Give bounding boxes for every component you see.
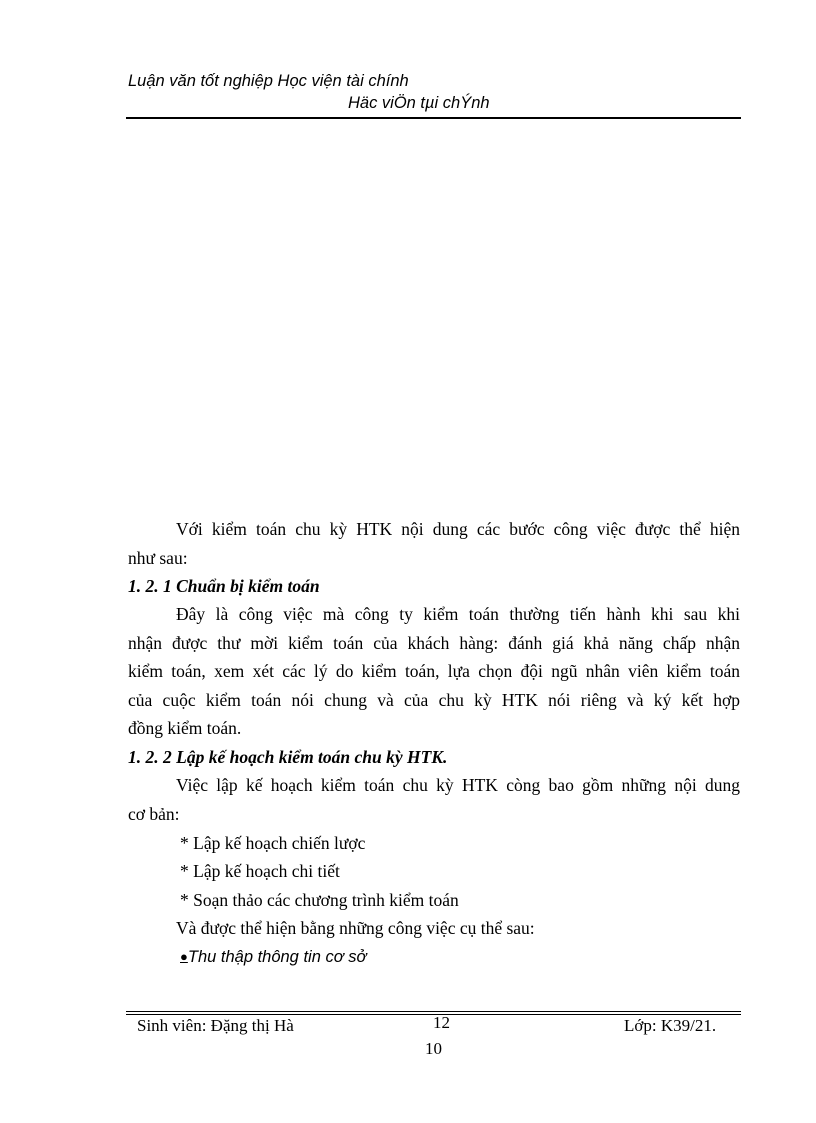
bullet-line [180,946,367,967]
section1-line-2: nhận được thư mời kiểm toán của khách hàng: đánh giá khả năng chấp nhận [128,633,740,653]
section1-line-4: của cuộc kiểm toán nói chung và của chu kỳ HTK nói riêng và ký kết hợp [128,690,740,710]
section1-line-1: Đây là công việc mà công ty kiểm toán thường tiến hành khi sau khi [176,604,740,624]
document-body [128,0,740,1000]
intro-line-1: Với kiểm toán chu kỳ HTK nội dung các bước công việc được thể hiện [176,519,740,539]
header-title: Luận văn tốt nghiệp Học viện tài chính [128,72,409,90]
footer-class: Lớp: K39/21. [624,1016,717,1035]
footer-rule-top [126,1011,741,1012]
list-item: * Lập kế hoạch chiến lược [180,833,366,853]
intro-line-2: như sau: [128,548,188,568]
list-item: * Lập kế hoạch chi tiết [180,861,340,881]
section-heading-1: 1. 2. 1 Chuẩn bị kiểm toán [128,576,320,596]
list-item: * Soạn thảo các chương trình kiểm toán [180,890,459,910]
footer-page-number-a: 12 [433,1013,450,1032]
section1-line-3: kiểm toán, xem xét các lý do kiểm toán, lựa chọn đội ngũ nhân viên kiểm toán [128,661,740,681]
section2-line-2: cơ bản: [128,804,180,824]
section-heading-2: 1. 2. 2 Lập kế hoạch kiểm toán chu kỳ HTK. [128,747,448,767]
bullet-dot-icon: ● [180,949,188,964]
footer-page-number-b: 10 [425,1039,442,1058]
header-subtitle: Häc viÖn tµi chÝnh [348,94,490,112]
section2-line-1: Việc lập kế hoạch kiểm toán chu kỳ HTK còng bao gồm những nội dung [176,775,740,795]
section1-line-5: đồng kiểm toán. [128,718,242,738]
footer-student: Sinh viên: Đặng thị Hà [137,1016,294,1035]
section2-after: Và được thể hiện bằng những công việc cụ thể sau: [176,918,535,938]
bullet-text: Thu thập thông tin cơ sở [187,948,367,966]
